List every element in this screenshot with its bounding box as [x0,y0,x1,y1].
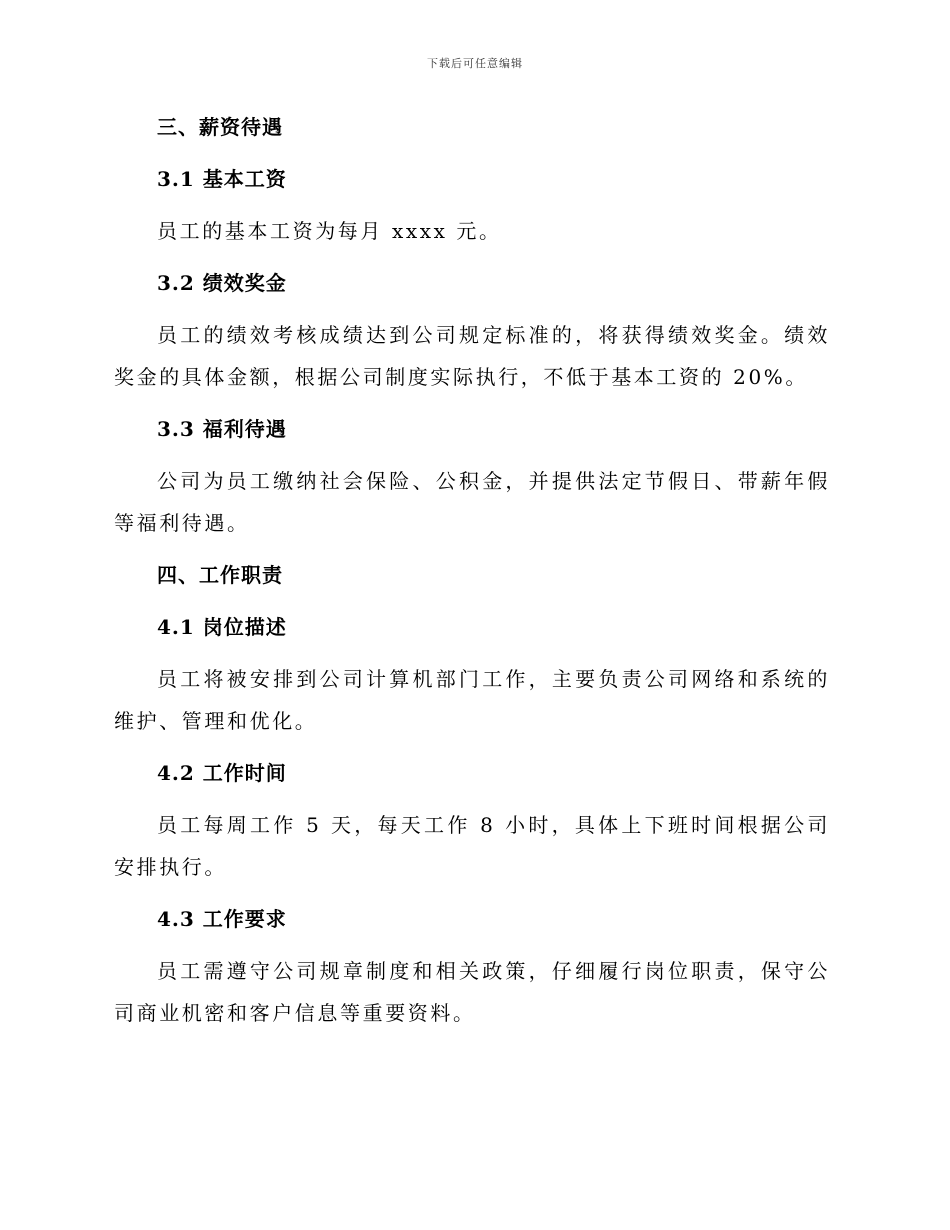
subsection-4-1-text: 员工将被安排到公司计算机部门工作，主要负责公司网络和系统的维护、管理和优化。 [114,667,830,733]
page-header-note: 下载后可任意编辑 [427,57,523,70]
subsection-3-3-text: 公司为员工缴纳社会保险、公积金，并提供法定节假日、带薪年假等福利待遇。 [114,469,830,535]
section-4-title: 四、工作职责 [157,563,283,587]
subsection-4-1-heading: 4.1 岗位描述 [157,615,287,639]
section-3-title: 三、薪资待遇 [157,115,283,139]
subsection-4-2-text: 员工每周工作 5 天，每天工作 8 小时，具体上下班时间根据公司安排执行。 [114,813,830,879]
subsection-3-2-text: 员工的绩效考核成绩达到公司规定标准的，将获得绩效奖金。绩效奖金的具体金额，根据公司制度实际执行，不低于基本工资的 20%。 [114,323,830,389]
subsection-4-2-heading: 4.2 工作时间 [157,761,287,785]
subsection-3-2-heading: 3.2 绩效奖金 [157,271,287,295]
subsection-4-3-text: 员工需遵守公司规章制度和相关政策，仔细履行岗位职责，保守公司商业机密和客户信息等重要资料。 [114,959,830,1025]
subsection-3-3-heading: 3.3 福利待遇 [157,417,287,441]
document-body [114,106,830,1044]
subsection-3-1-text: 员工的基本工资为每月 xxxx 元。 [157,219,502,243]
subsection-3-1-heading: 3.1 基本工资 [157,167,287,191]
subsection-4-3-heading: 4.3 工作要求 [157,907,287,931]
